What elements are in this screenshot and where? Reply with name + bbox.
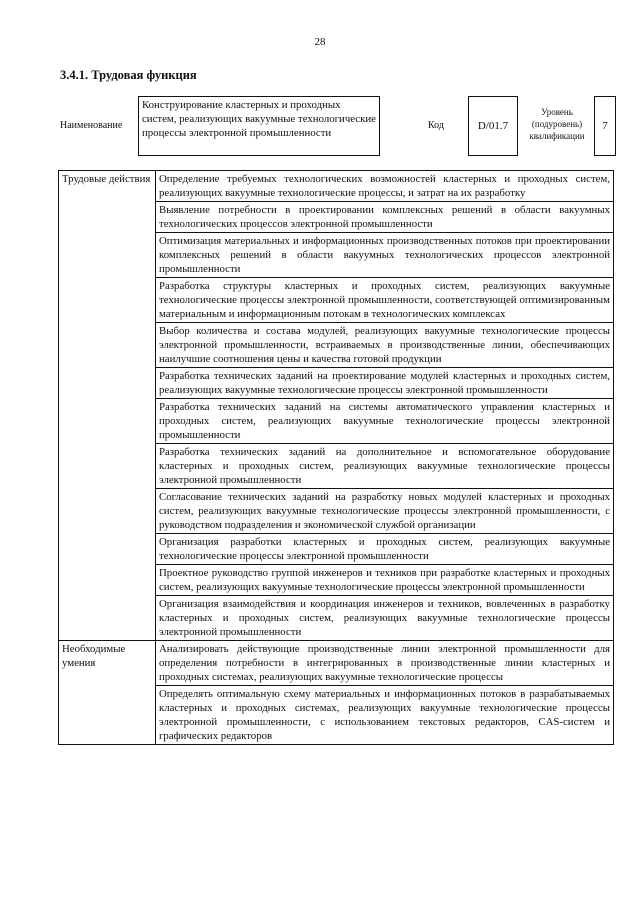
- labor-action-item: Выявление потребности в проектировании комплексных решений в области вакуумных технологических процессов электронной промышленности: [156, 202, 614, 233]
- code-label: Код: [428, 120, 444, 131]
- labor-action-item: Оптимизация материальных и информационных производственных потоков при проектировании комплексных решений в области вакуумных технологических процессов электронной промышленности: [156, 233, 614, 278]
- labor-action-item: Разработка технических заданий на дополнительное и вспомогательное оборудование кластерных и проходных систем, реализующих вакуумные технологические процессы электронной промышленности: [156, 444, 614, 489]
- labor-action-item: Разработка технических заданий на системы автоматического управления кластерных и проходных систем, реализующих вакуумные технологические процессы электронной промышленности: [156, 399, 614, 444]
- labor-action-item: Согласование технических заданий на разработку новых модулей кластерных и проходных систем, реализующих вакуумные технологические процессы электронной промышленности, с руководством подразделения и экономической службой организации: [156, 489, 614, 534]
- level-label: Уровень (подуровень) квалификации: [529, 107, 585, 141]
- labor-action-item: Разработка технических заданий на проектирование модулей кластерных и проходных систем, реализующих вакуумные технологические процессы электронной промышленности: [156, 368, 614, 399]
- labor-action-item: Организация разработки кластерных и проходных систем, реализующих вакуумные технологические процессы электронной промышленности: [156, 534, 614, 565]
- table-row: [59, 641, 614, 686]
- skill-item: Определять оптимальную схему материальных и информационных потоков в разрабатываемых кластерных и проходных системах, реализующих вакуумные технологические процессы электронной промышленности, с использованием текстовых редакторов, CAS-систем и графических редакторов: [156, 686, 614, 745]
- skill-item: Анализировать действующие производственные линии электронной промышленности для определения потребности в интегрированных в производственные линии кластерных и проходных системах, реализующих вакуумные технологические процессы: [156, 641, 614, 686]
- labor-actions-label: Трудовые действия: [59, 171, 156, 641]
- labor-action-item: Определение требуемых технологических возможностей кластерных и проходных систем, реализующих вакуумные технологические процессы, и затрат на их разработку: [156, 171, 614, 202]
- labor-action-item: Разработка структуры кластерных и проходных систем, реализующих вакуумные технологические процессы электронной промышленности, соответствующей оптимизированным материальным и информационным потокам в технологических комплексах: [156, 278, 614, 323]
- labor-action-item: Проектное руководство группой инженеров и техников при разработке кластерных и проходных систем, реализующих вакуумные технологические процессы электронной промышленности: [156, 565, 614, 596]
- level-value-box: 7: [594, 96, 616, 156]
- name-value-box: Конструирование кластерных и проходных систем, реализующих вакуумные технологические процессы электронной промышленности: [138, 96, 380, 156]
- labor-action-item: Организация взаимодействия и координация инженеров и техников, вовлеченных в разработку кластерных и проходных систем, реализующих вакуумные технологические процессы электронной промышленности: [156, 596, 614, 641]
- table-row: [59, 171, 614, 202]
- name-label: Наименование: [60, 120, 123, 131]
- labor-function-table: [58, 170, 614, 745]
- code-value-box: D/01.7: [468, 96, 518, 156]
- labor-action-item: Выбор количества и состава модулей, реализующих вакуумные технологические процессы электронной промышленности, встраиваемых в производственные линии, обеспечивающих наилучшие соотношения цены и качества готовой продукции: [156, 323, 614, 368]
- required-skills-label: Необходимые умения: [59, 641, 156, 745]
- page-number: 28: [314, 36, 326, 48]
- section-title: 3.4.1. Трудовая функция: [60, 68, 197, 82]
